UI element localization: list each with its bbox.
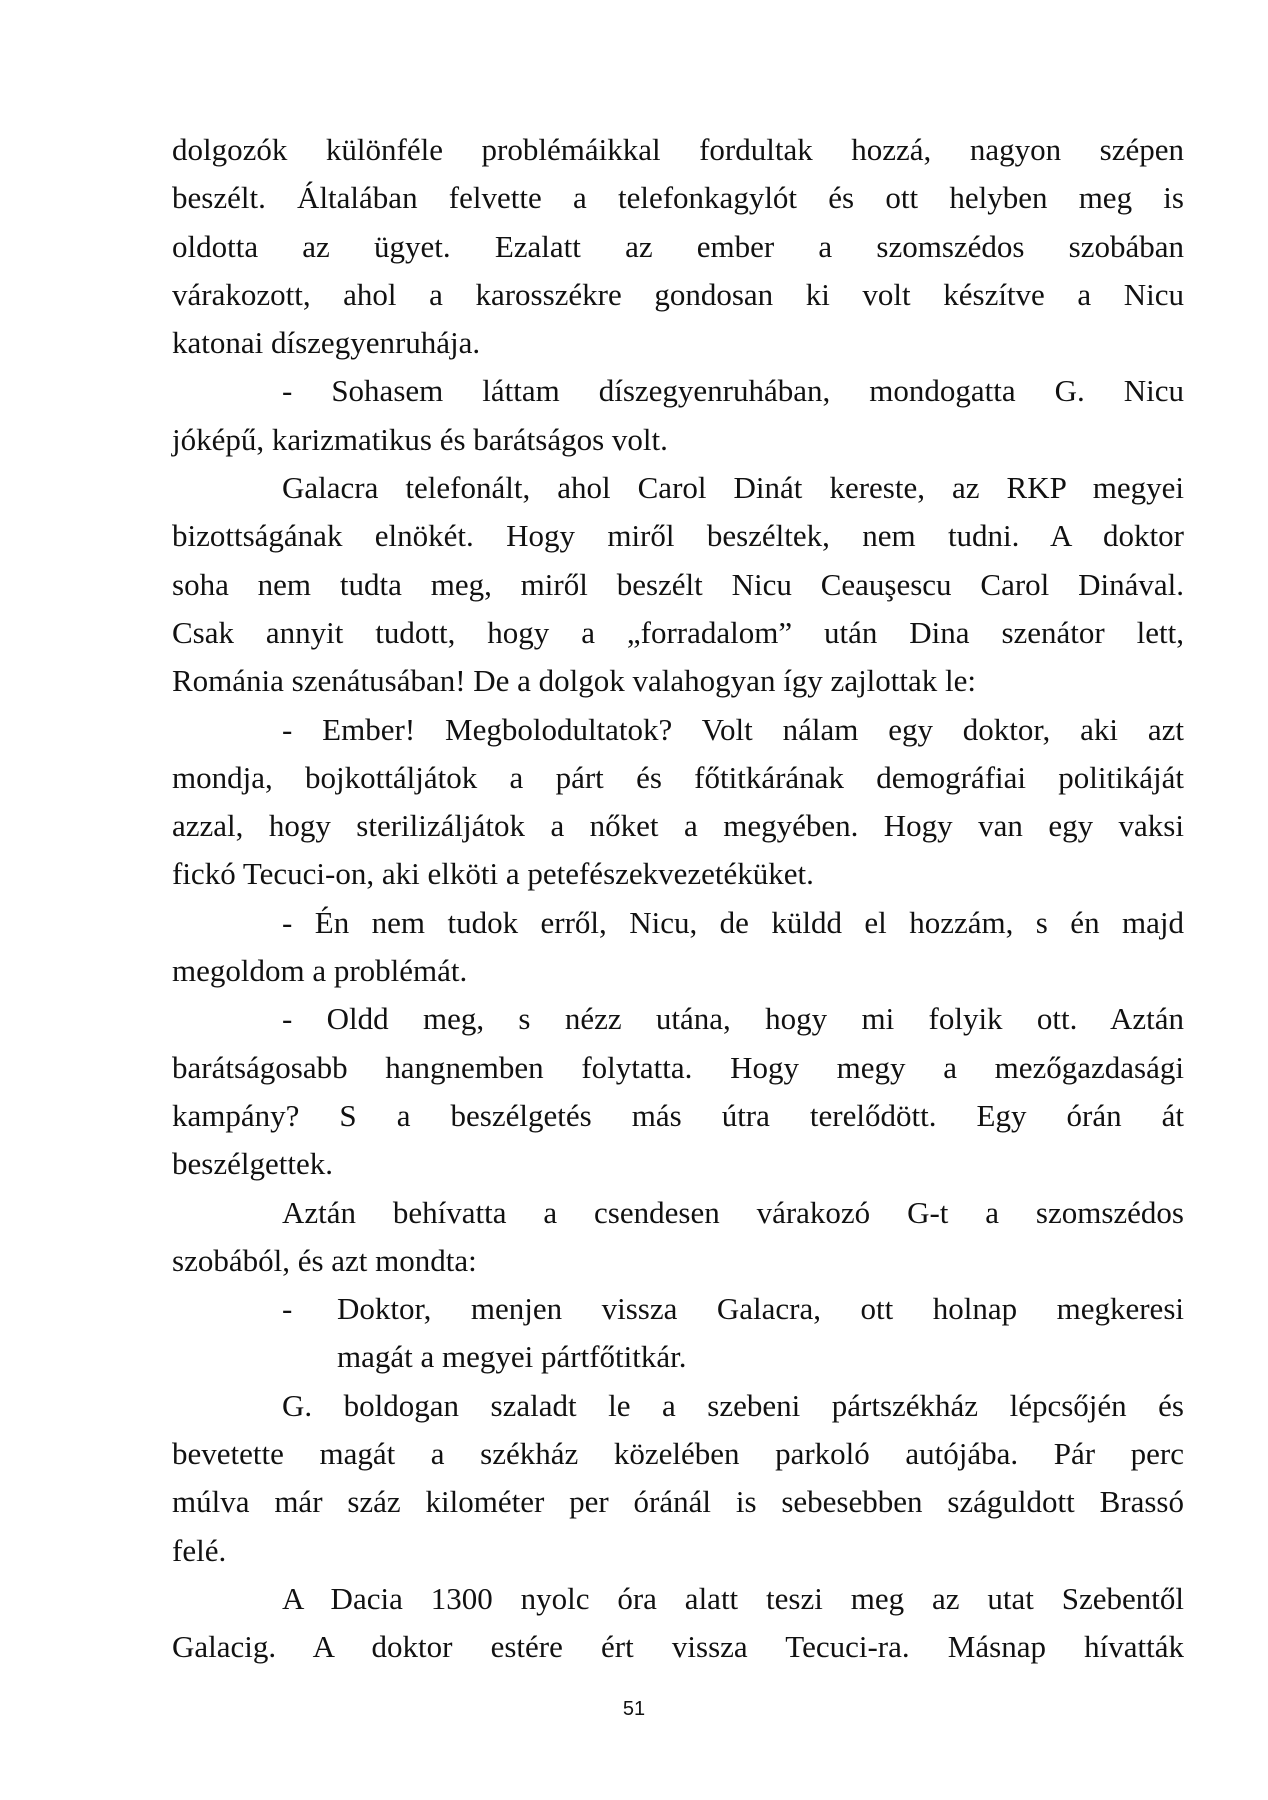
text-line: beszélgettek. bbox=[172, 1146, 333, 1182]
line bbox=[172, 319, 1184, 367]
line bbox=[172, 1237, 1184, 1285]
text-line: A Dacia 1300 nyolc óra alatt teszi meg az utat Szebentől bbox=[282, 1580, 1184, 1616]
paragraph bbox=[172, 367, 1184, 464]
paragraph bbox=[172, 899, 1184, 996]
paragraph bbox=[172, 1189, 1184, 1286]
line bbox=[172, 947, 1184, 995]
line bbox=[172, 367, 1184, 415]
line bbox=[172, 1382, 1184, 1430]
text-line: Galacra telefonált, ahol Carol Dinát kereste, az RKP megyei bbox=[282, 470, 1184, 506]
text-line: - Sohasem láttam díszegyenruhában, mondogatta G. Nicu bbox=[282, 373, 1184, 409]
line bbox=[172, 706, 1184, 754]
text-line: Csak annyit tudott, hogy a „forradalom” után Dina szenátor lett, bbox=[172, 614, 1184, 650]
line bbox=[172, 609, 1184, 657]
line bbox=[172, 1092, 1184, 1140]
page-number: 51 bbox=[622, 1698, 646, 1720]
line bbox=[172, 1285, 1184, 1333]
text-line: oldotta az ügyet. Ezalatt az ember a szomszédos szobában bbox=[172, 228, 1184, 264]
line bbox=[172, 464, 1184, 512]
text-line: várakozott, ahol a karosszékre gondosan ki volt készítve a Nicu bbox=[172, 276, 1184, 312]
paragraph bbox=[172, 1575, 1184, 1672]
text-line: fickó Tecuci-on, aki elköti a petefészekvezetéküket. bbox=[172, 856, 814, 892]
paragraph bbox=[172, 464, 1184, 705]
text-line: dolgozók különféle problémáikkal fordultak hozzá, nagyon szépen bbox=[172, 132, 1184, 167]
text-line: - Oldd meg, s nézz utána, hogy mi folyik ott. Aztán bbox=[282, 1001, 1184, 1037]
line bbox=[172, 1623, 1184, 1671]
text-line: - Ember! Megbolodultatok? Volt nálam egy doktor, aki azt bbox=[282, 711, 1184, 747]
text-line: szobából, és azt mondta: bbox=[172, 1242, 477, 1278]
line bbox=[172, 1527, 1184, 1575]
list-item bbox=[172, 1285, 1184, 1382]
text-line: megoldom a problémát. bbox=[172, 953, 468, 989]
line bbox=[172, 754, 1184, 802]
page-body bbox=[172, 126, 1184, 1672]
line bbox=[172, 1478, 1184, 1526]
text-line: magát a megyei pártfőtitkár. bbox=[337, 1339, 687, 1375]
line bbox=[172, 802, 1184, 850]
text-line: bizottságának elnökét. Hogy miről beszéltek, nem tudni. A doktor bbox=[172, 518, 1184, 554]
list-bullet-dash: - bbox=[282, 1291, 293, 1327]
text-line: múlva már száz kilométer per óránál is sebesebben száguldott Brassó bbox=[172, 1484, 1184, 1520]
paragraph bbox=[172, 1382, 1184, 1575]
text-line: Aztán behívatta a csendesen várakozó G-t a szomszédos bbox=[282, 1194, 1184, 1230]
line bbox=[172, 657, 1184, 705]
text-line: felé. bbox=[172, 1532, 227, 1568]
text-line: katonai díszegyenruhája. bbox=[172, 325, 481, 361]
text-line: barátságosabb hangnemben folytatta. Hogy megy a mezőgazdasági bbox=[172, 1049, 1184, 1085]
text-line: bevetette magát a székház közelében parkoló autójába. Pár perc bbox=[172, 1436, 1184, 1472]
line bbox=[172, 223, 1184, 271]
text-line: mondja, bojkottáljátok a párt és főtitkárának demográfiai politikáját bbox=[172, 759, 1184, 795]
line bbox=[172, 1430, 1184, 1478]
line bbox=[172, 271, 1184, 319]
text-line: azzal, hogy sterilizáljátok a nőket a megyében. Hogy van egy vaksi bbox=[172, 808, 1184, 844]
line bbox=[172, 561, 1184, 609]
text-line: - Én nem tudok erről, Nicu, de küldd el hozzám, s én majd bbox=[282, 904, 1184, 940]
line bbox=[172, 1044, 1184, 1092]
text-line: jóképű, karizmatikus és barátságos volt. bbox=[172, 421, 668, 457]
line bbox=[172, 126, 1184, 174]
line bbox=[172, 416, 1184, 464]
paragraph bbox=[172, 995, 1184, 1188]
text-line: beszélt. Általában felvette a telefonkagylót és ott helyben meg is bbox=[172, 180, 1184, 216]
text-line: soha nem tudta meg, miről beszélt Nicu Ceauşescu Carol Dinával. bbox=[172, 566, 1184, 602]
line bbox=[172, 850, 1184, 898]
text-line: Galacig. A doktor estére ért vissza Tecuci-ra. Másnap hívatták bbox=[172, 1629, 1184, 1665]
line bbox=[172, 174, 1184, 222]
line bbox=[172, 1140, 1184, 1188]
text-line: Románia szenátusában! De a dolgok valahogyan így zajlottak le: bbox=[172, 663, 977, 699]
line bbox=[172, 995, 1184, 1043]
text-line: G. boldogan szaladt le a szebeni pártszékház lépcsőjén és bbox=[282, 1387, 1184, 1423]
paragraph bbox=[172, 126, 1184, 367]
text-line: kampány? S a beszélgetés más útra terelődött. Egy órán át bbox=[172, 1097, 1184, 1133]
line bbox=[172, 899, 1184, 947]
paragraph bbox=[172, 706, 1184, 899]
line bbox=[172, 1189, 1184, 1237]
line bbox=[172, 512, 1184, 560]
line bbox=[172, 1333, 1184, 1381]
line bbox=[172, 1575, 1184, 1623]
text-line: Doktor, menjen vissza Galacra, ott holnap megkeresi bbox=[337, 1291, 1184, 1327]
